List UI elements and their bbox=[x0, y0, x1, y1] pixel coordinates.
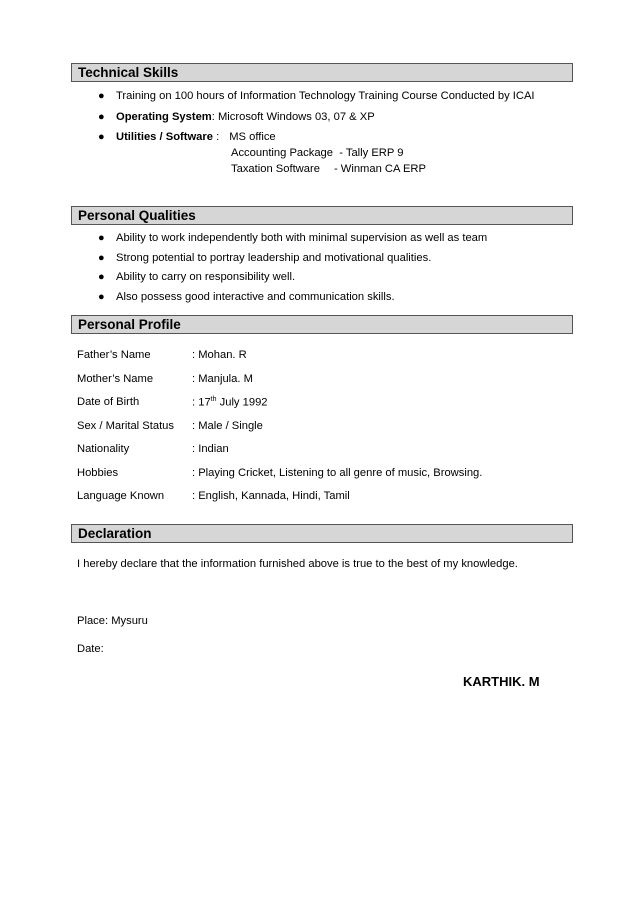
technical-skills-list bbox=[96, 87, 535, 148]
bullet-icon: ● bbox=[98, 131, 105, 143]
personal-qualities-header: Personal Qualities bbox=[71, 206, 573, 225]
declaration-header: Declaration bbox=[71, 524, 573, 543]
list-item: ● Utilities / Software : MS office bbox=[96, 128, 535, 148]
technical-skills-header: Technical Skills bbox=[71, 63, 573, 82]
bullet-icon: ● bbox=[98, 251, 105, 264]
personal-profile-header: Personal Profile bbox=[71, 315, 573, 334]
date-line: Date: bbox=[77, 643, 104, 655]
list-item: ● Ability to work independently both with minimal supervision as well as team bbox=[96, 229, 487, 249]
bullet-icon: ● bbox=[98, 290, 105, 303]
list-item: ● Training on 100 hours of Information Technology Training Course Conducted by ICAI bbox=[96, 87, 535, 107]
list-item: ● Operating System: Microsoft Windows 03, 07 & XP bbox=[96, 108, 535, 128]
declaration-text: I hereby declare that the information furnished above is true to the best of my knowledge. bbox=[77, 558, 518, 570]
bullet-icon: ● bbox=[98, 232, 105, 244]
resume-page: Technical Skills ● Training on 100 hours of Information Technology Training Course Conducted by ICAI ● Operating System: Microsoft Windows 03, 07 & XP ● Utilities / Software : MS office Accounting Package - Tally ERP 9 Taxation Software - Winman CA ERP Personal Qualities ● Ability to work independently both with minimal supervision as well as team ● Strong potential to portray leadership and motivational qualities. ● Ability to carry on responsibility well. ● Also possess good interactive and communication skills. Personal Profile Father’s Name : Mohan. R Mother’s Name : Manjula. M Date of Birth : 17th July 1992 Sex / Marital Status : Male / Single Nationality : Indian Hobbies : Playing Cricket, Listening to all genre of music, Browsing. Language Known : English, Kannada, Hindi, Tamil Declaration I hereby declare that the information furnished above is true to the best of my knowledge. Place: Mysuru Date: KARTHIK. M bbox=[0, 0, 638, 902]
bullet-icon: ● bbox=[98, 110, 105, 123]
list-item: ● Ability to carry on responsibility well. bbox=[96, 268, 487, 288]
place-line: Place: Mysuru bbox=[77, 615, 148, 627]
utility-taxation: Taxation Software - Winman CA ERP bbox=[231, 163, 426, 175]
list-item: ● Strong potential to portray leadership and motivational qualities. bbox=[96, 249, 487, 269]
personal-qualities-list bbox=[96, 229, 487, 307]
utility-accounting: Accounting Package - Tally ERP 9 bbox=[231, 147, 404, 159]
signature-name: KARTHIK. M bbox=[463, 674, 540, 689]
list-item: ● Also possess good interactive and communication skills. bbox=[96, 288, 487, 308]
bullet-icon: ● bbox=[98, 271, 105, 283]
bullet-icon: ● bbox=[98, 90, 105, 102]
